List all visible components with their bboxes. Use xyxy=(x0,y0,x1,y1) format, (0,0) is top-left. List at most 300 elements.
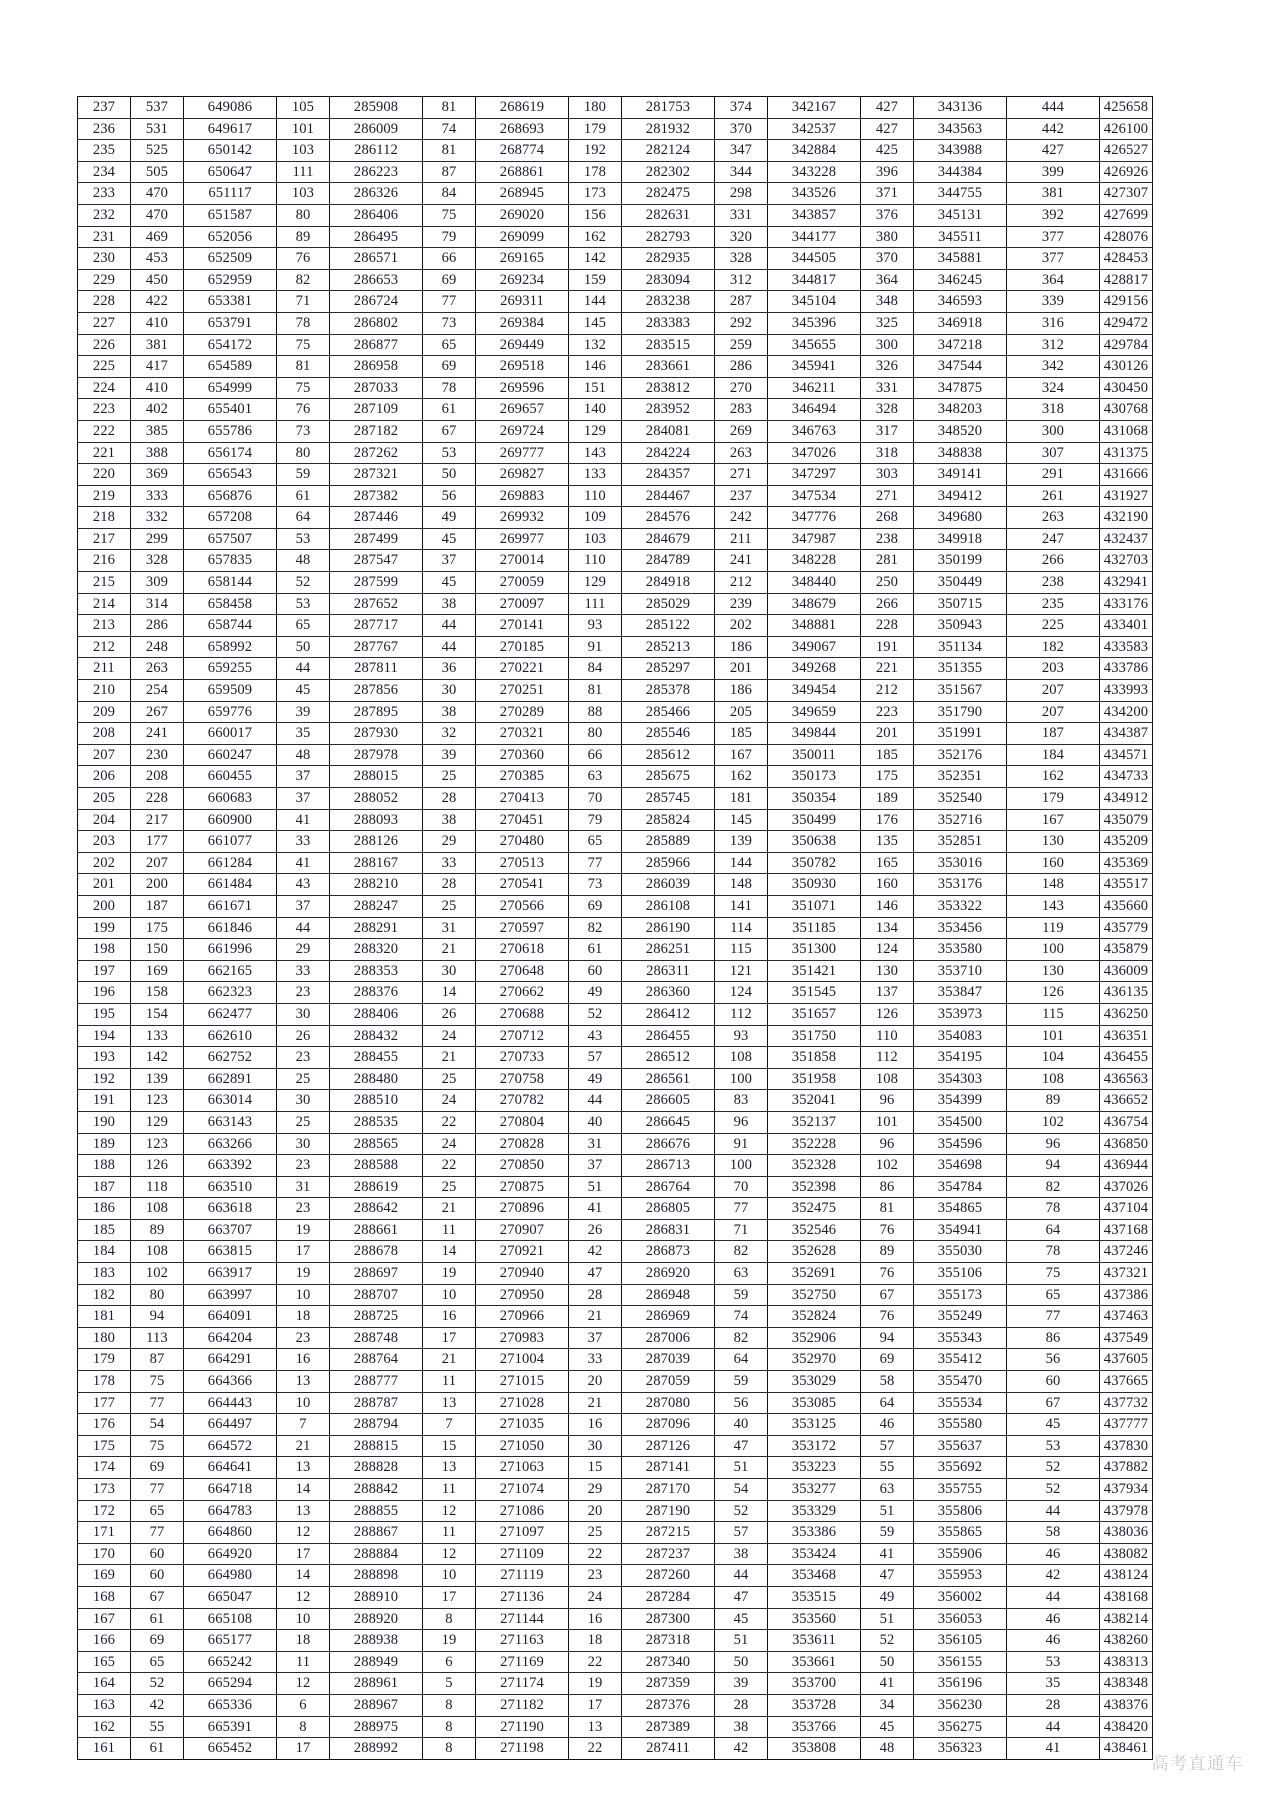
table-cell: 353808 xyxy=(768,1738,861,1760)
table-cell: 52 xyxy=(131,1673,184,1695)
table-cell: 69 xyxy=(131,1457,184,1479)
table-cell: 207 xyxy=(78,744,131,766)
table-row xyxy=(78,183,1153,205)
table-cell: 282935 xyxy=(622,248,715,270)
table-cell: 123 xyxy=(131,1133,184,1155)
table-row xyxy=(78,334,1153,356)
table-cell: 345511 xyxy=(914,226,1007,248)
table-cell: 347987 xyxy=(768,528,861,550)
table-cell: 46 xyxy=(1007,1608,1100,1630)
table-cell: 26 xyxy=(569,1219,622,1241)
table-cell: 351185 xyxy=(768,917,861,939)
table-cell: 129 xyxy=(569,420,622,442)
table-cell: 344 xyxy=(715,161,768,183)
table-cell: 178 xyxy=(78,1371,131,1393)
table-cell: 182 xyxy=(78,1284,131,1306)
table-cell: 238 xyxy=(1007,572,1100,594)
table-cell: 199 xyxy=(78,917,131,939)
table-cell: 355412 xyxy=(914,1349,1007,1371)
table-cell: 437777 xyxy=(1100,1414,1153,1436)
table-cell: 352540 xyxy=(914,788,1007,810)
table-cell: 30 xyxy=(423,960,476,982)
table-cell: 285213 xyxy=(622,636,715,658)
table-cell: 130 xyxy=(1007,831,1100,853)
table-cell: 17 xyxy=(569,1694,622,1716)
table-cell: 37 xyxy=(423,550,476,572)
table-cell: 432941 xyxy=(1100,572,1153,594)
table-cell: 10 xyxy=(277,1608,330,1630)
table-cell: 326 xyxy=(861,356,914,378)
table-cell: 55 xyxy=(131,1716,184,1738)
table-cell: 659255 xyxy=(184,658,277,680)
table-cell: 17 xyxy=(423,1327,476,1349)
table-cell: 270648 xyxy=(476,960,569,982)
table-cell: 349844 xyxy=(768,723,861,745)
table-cell: 355806 xyxy=(914,1500,1007,1522)
table-cell: 351991 xyxy=(914,723,1007,745)
table-cell: 351858 xyxy=(768,1047,861,1069)
table-cell: 254 xyxy=(131,680,184,702)
table-cell: 64 xyxy=(277,507,330,529)
table-cell: 211 xyxy=(78,658,131,680)
table-cell: 287237 xyxy=(622,1543,715,1565)
table-cell: 47 xyxy=(715,1586,768,1608)
table-cell: 73 xyxy=(423,312,476,334)
table-cell: 82 xyxy=(715,1241,768,1263)
table-cell: 355637 xyxy=(914,1435,1007,1457)
table-cell: 7 xyxy=(423,1414,476,1436)
table-cell: 224 xyxy=(78,377,131,399)
table-cell: 312 xyxy=(1007,334,1100,356)
table-cell: 108 xyxy=(861,1068,914,1090)
table-cell: 269518 xyxy=(476,356,569,378)
table-cell: 119 xyxy=(1007,917,1100,939)
table-cell: 356196 xyxy=(914,1673,1007,1695)
table-cell: 41 xyxy=(1007,1738,1100,1760)
table-cell: 662610 xyxy=(184,1025,277,1047)
table-cell: 267 xyxy=(131,701,184,723)
table-cell: 189 xyxy=(78,1133,131,1155)
table-cell: 286920 xyxy=(622,1263,715,1285)
table-cell: 47 xyxy=(569,1263,622,1285)
table-cell: 377 xyxy=(1007,226,1100,248)
table-cell: 286412 xyxy=(622,1003,715,1025)
table-cell: 270221 xyxy=(476,658,569,680)
table-cell: 145 xyxy=(569,312,622,334)
table-cell: 203 xyxy=(78,831,131,853)
table-cell: 343228 xyxy=(768,161,861,183)
table-row xyxy=(78,960,1153,982)
table-cell: 167 xyxy=(78,1608,131,1630)
table-cell: 286877 xyxy=(330,334,423,356)
table-cell: 45 xyxy=(423,572,476,594)
table-cell: 288455 xyxy=(330,1047,423,1069)
table-cell: 263 xyxy=(715,442,768,464)
table-cell: 665294 xyxy=(184,1673,277,1695)
table-cell: 283952 xyxy=(622,399,715,421)
table-cell: 662752 xyxy=(184,1047,277,1069)
table-cell: 21 xyxy=(423,939,476,961)
table-cell: 299 xyxy=(131,528,184,550)
table-cell: 282302 xyxy=(622,161,715,183)
table-cell: 228 xyxy=(861,615,914,637)
table-cell: 350638 xyxy=(768,831,861,853)
table-cell: 124 xyxy=(715,982,768,1004)
table-cell: 91 xyxy=(715,1133,768,1155)
table-cell: 649086 xyxy=(184,97,277,119)
table-cell: 300 xyxy=(1007,420,1100,442)
table-cell: 437026 xyxy=(1100,1176,1153,1198)
table-cell: 342884 xyxy=(768,140,861,162)
table-cell: 129 xyxy=(569,572,622,594)
table-cell: 25 xyxy=(423,895,476,917)
table-cell: 130 xyxy=(1007,960,1100,982)
table-cell: 270940 xyxy=(476,1263,569,1285)
table-cell: 353611 xyxy=(768,1630,861,1652)
table-cell: 186 xyxy=(715,636,768,658)
table-cell: 233 xyxy=(78,183,131,205)
table-cell: 283094 xyxy=(622,269,715,291)
table-cell: 430126 xyxy=(1100,356,1153,378)
table-cell: 148 xyxy=(1007,874,1100,896)
table-cell: 187 xyxy=(1007,723,1100,745)
table-row xyxy=(78,788,1153,810)
table-cell: 19 xyxy=(423,1630,476,1652)
table-cell: 162 xyxy=(715,766,768,788)
table-cell: 437882 xyxy=(1100,1457,1153,1479)
table-cell: 18 xyxy=(277,1306,330,1328)
table-cell: 350930 xyxy=(768,874,861,896)
table-cell: 29 xyxy=(569,1479,622,1501)
table-cell: 44 xyxy=(1007,1500,1100,1522)
table-cell: 287547 xyxy=(330,550,423,572)
table-cell: 270185 xyxy=(476,636,569,658)
table-cell: 271163 xyxy=(476,1630,569,1652)
table-cell: 435660 xyxy=(1100,895,1153,917)
table-cell: 287389 xyxy=(622,1716,715,1738)
table-cell: 436754 xyxy=(1100,1111,1153,1133)
table-cell: 64 xyxy=(1007,1219,1100,1241)
table-cell: 130 xyxy=(861,960,914,982)
table-cell: 146 xyxy=(861,895,914,917)
table-cell: 282475 xyxy=(622,183,715,205)
table-cell: 349680 xyxy=(914,507,1007,529)
table-cell: 351545 xyxy=(768,982,861,1004)
table-cell: 45 xyxy=(715,1608,768,1630)
table-cell: 531 xyxy=(131,118,184,140)
table-cell: 286512 xyxy=(622,1047,715,1069)
table-cell: 352137 xyxy=(768,1111,861,1133)
table-cell: 269657 xyxy=(476,399,569,421)
table-cell: 664641 xyxy=(184,1457,277,1479)
table-cell: 217 xyxy=(78,528,131,550)
table-cell: 228 xyxy=(78,291,131,313)
table-cell: 380 xyxy=(861,226,914,248)
table-cell: 288992 xyxy=(330,1738,423,1760)
table-cell: 126 xyxy=(1007,982,1100,1004)
table-cell: 270828 xyxy=(476,1133,569,1155)
table-cell: 436563 xyxy=(1100,1068,1153,1090)
table-cell: 288842 xyxy=(330,1479,423,1501)
table-row xyxy=(78,1306,1153,1328)
table-row xyxy=(78,615,1153,637)
table-cell: 285029 xyxy=(622,593,715,615)
table-cell: 32 xyxy=(423,723,476,745)
table-cell: 8 xyxy=(277,1716,330,1738)
table-cell: 287359 xyxy=(622,1673,715,1695)
table-cell: 287170 xyxy=(622,1479,715,1501)
table-cell: 96 xyxy=(861,1133,914,1155)
table-cell: 17 xyxy=(277,1738,330,1760)
table-cell: 270566 xyxy=(476,895,569,917)
table-cell: 220 xyxy=(78,464,131,486)
table-cell: 288320 xyxy=(330,939,423,961)
table-cell: 286873 xyxy=(622,1241,715,1263)
table-cell: 270907 xyxy=(476,1219,569,1241)
table-cell: 63 xyxy=(861,1479,914,1501)
table-cell: 171 xyxy=(78,1522,131,1544)
table-cell: 356002 xyxy=(914,1586,1007,1608)
table-cell: 65 xyxy=(131,1651,184,1673)
table-cell: 126 xyxy=(131,1155,184,1177)
table-cell: 270451 xyxy=(476,809,569,831)
table-cell: 286455 xyxy=(622,1025,715,1047)
table-cell: 50 xyxy=(715,1651,768,1673)
table-cell: 343857 xyxy=(768,204,861,226)
table-cell: 436944 xyxy=(1100,1155,1153,1177)
table-cell: 5 xyxy=(423,1673,476,1695)
table-cell: 26 xyxy=(277,1025,330,1047)
table-cell: 438376 xyxy=(1100,1694,1153,1716)
table-cell: 160 xyxy=(1007,852,1100,874)
table-cell: 16 xyxy=(569,1608,622,1630)
table-cell: 14 xyxy=(277,1565,330,1587)
table-cell: 23 xyxy=(277,982,330,1004)
table-cell: 347 xyxy=(715,140,768,162)
table-row xyxy=(78,1349,1153,1371)
table-cell: 59 xyxy=(715,1371,768,1393)
table-cell: 345131 xyxy=(914,204,1007,226)
table-cell: 93 xyxy=(715,1025,768,1047)
table-cell: 287340 xyxy=(622,1651,715,1673)
table-cell: 287096 xyxy=(622,1414,715,1436)
table-cell: 58 xyxy=(861,1371,914,1393)
table-cell: 269977 xyxy=(476,528,569,550)
table-row xyxy=(78,1608,1153,1630)
table-cell: 352228 xyxy=(768,1133,861,1155)
table-cell: 66 xyxy=(569,744,622,766)
table-cell: 175 xyxy=(78,1435,131,1457)
table-cell: 652509 xyxy=(184,248,277,270)
table-cell: 437246 xyxy=(1100,1241,1153,1263)
table-cell: 287126 xyxy=(622,1435,715,1457)
table-cell: 44 xyxy=(277,917,330,939)
table-cell: 57 xyxy=(569,1047,622,1069)
table-cell: 250 xyxy=(861,572,914,594)
table-cell: 259 xyxy=(715,334,768,356)
table-row xyxy=(78,1522,1153,1544)
table-cell: 78 xyxy=(1007,1241,1100,1263)
table-cell: 286764 xyxy=(622,1176,715,1198)
table-cell: 186 xyxy=(715,680,768,702)
table-cell: 269234 xyxy=(476,269,569,291)
table-cell: 223 xyxy=(78,399,131,421)
table-cell: 318 xyxy=(1007,399,1100,421)
table-cell: 392 xyxy=(1007,204,1100,226)
table-cell: 286805 xyxy=(622,1198,715,1220)
table-cell: 271 xyxy=(715,464,768,486)
table-cell: 21 xyxy=(423,1047,476,1069)
table-cell: 146 xyxy=(569,356,622,378)
table-cell: 342 xyxy=(1007,356,1100,378)
table-cell: 351421 xyxy=(768,960,861,982)
table-cell: 268945 xyxy=(476,183,569,205)
table-cell: 431068 xyxy=(1100,420,1153,442)
table-cell: 162 xyxy=(78,1716,131,1738)
table-cell: 113 xyxy=(131,1327,184,1349)
table-cell: 237 xyxy=(715,485,768,507)
table-cell: 287411 xyxy=(622,1738,715,1760)
table-cell: 469 xyxy=(131,226,184,248)
table-cell: 436455 xyxy=(1100,1047,1153,1069)
table-cell: 438168 xyxy=(1100,1586,1153,1608)
table-cell: 435369 xyxy=(1100,852,1153,874)
table-cell: 288920 xyxy=(330,1608,423,1630)
table-cell: 288777 xyxy=(330,1371,423,1393)
table-cell: 53 xyxy=(423,442,476,464)
table-cell: 652056 xyxy=(184,226,277,248)
table-cell: 453 xyxy=(131,248,184,270)
table-cell: 426100 xyxy=(1100,118,1153,140)
table-cell: 101 xyxy=(277,118,330,140)
table-row xyxy=(78,658,1153,680)
table-cell: 353172 xyxy=(768,1435,861,1457)
table-cell: 150 xyxy=(131,939,184,961)
table-cell: 353847 xyxy=(914,982,1007,1004)
table-cell: 115 xyxy=(715,939,768,961)
table-cell: 664783 xyxy=(184,1500,277,1522)
table-cell: 163 xyxy=(78,1694,131,1716)
table-cell: 660455 xyxy=(184,766,277,788)
table-cell: 434912 xyxy=(1100,788,1153,810)
table-cell: 112 xyxy=(715,1003,768,1025)
table-row xyxy=(78,917,1153,939)
table-cell: 159 xyxy=(569,269,622,291)
table-cell: 18 xyxy=(277,1630,330,1652)
table-cell: 269724 xyxy=(476,420,569,442)
table-cell: 284576 xyxy=(622,507,715,529)
table-cell: 353322 xyxy=(914,895,1007,917)
table-cell: 23 xyxy=(569,1565,622,1587)
table-cell: 288406 xyxy=(330,1003,423,1025)
table-cell: 355580 xyxy=(914,1414,1007,1436)
table-cell: 426926 xyxy=(1100,161,1153,183)
table-cell: 86 xyxy=(1007,1327,1100,1349)
table-cell: 65 xyxy=(569,831,622,853)
table-cell: 286360 xyxy=(622,982,715,1004)
table-cell: 281932 xyxy=(622,118,715,140)
table-cell: 81 xyxy=(569,680,622,702)
table-cell: 47 xyxy=(861,1565,914,1587)
table-cell: 656174 xyxy=(184,442,277,464)
table-cell: 355030 xyxy=(914,1241,1007,1263)
table-cell: 661996 xyxy=(184,939,277,961)
table-cell: 347218 xyxy=(914,334,1007,356)
table-cell: 288949 xyxy=(330,1651,423,1673)
table-cell: 11 xyxy=(423,1522,476,1544)
table-cell: 22 xyxy=(569,1543,622,1565)
table-cell: 659509 xyxy=(184,680,277,702)
table-cell: 288510 xyxy=(330,1090,423,1112)
table-cell: 286676 xyxy=(622,1133,715,1155)
table-cell: 77 xyxy=(423,291,476,313)
table-cell: 286571 xyxy=(330,248,423,270)
table-cell: 61 xyxy=(277,485,330,507)
table-row xyxy=(78,895,1153,917)
table-cell: 659776 xyxy=(184,701,277,723)
table-cell: 83 xyxy=(715,1090,768,1112)
table-cell: 352398 xyxy=(768,1176,861,1198)
table-cell: 286251 xyxy=(622,939,715,961)
table-cell: 168 xyxy=(78,1586,131,1608)
table-cell: 331 xyxy=(861,377,914,399)
table-cell: 12 xyxy=(277,1586,330,1608)
table-cell: 179 xyxy=(78,1349,131,1371)
table-row xyxy=(78,226,1153,248)
table-cell: 54 xyxy=(131,1414,184,1436)
table-cell: 665047 xyxy=(184,1586,277,1608)
table-cell: 283812 xyxy=(622,377,715,399)
table-cell: 353661 xyxy=(768,1651,861,1673)
table-cell: 664291 xyxy=(184,1349,277,1371)
table-cell: 343136 xyxy=(914,97,1007,119)
table-cell: 269 xyxy=(715,420,768,442)
table-cell: 354399 xyxy=(914,1090,1007,1112)
table-row xyxy=(78,442,1153,464)
table-cell: 665391 xyxy=(184,1716,277,1738)
table-cell: 665108 xyxy=(184,1608,277,1630)
table-row xyxy=(78,1500,1153,1522)
table-cell: 653381 xyxy=(184,291,277,313)
table-cell: 81 xyxy=(277,356,330,378)
table-cell: 242 xyxy=(715,507,768,529)
table-cell: 292 xyxy=(715,312,768,334)
table-cell: 21 xyxy=(569,1392,622,1414)
table-cell: 21 xyxy=(569,1306,622,1328)
table-cell: 354195 xyxy=(914,1047,1007,1069)
table-cell: 438214 xyxy=(1100,1608,1153,1630)
table-cell: 662323 xyxy=(184,982,277,1004)
table-cell: 348881 xyxy=(768,615,861,637)
table-cell: 286561 xyxy=(622,1068,715,1090)
table-cell: 270597 xyxy=(476,917,569,939)
table-row xyxy=(78,1327,1153,1349)
table-cell: 347534 xyxy=(768,485,861,507)
table-cell: 286112 xyxy=(330,140,423,162)
table-cell: 663014 xyxy=(184,1090,277,1112)
table-cell: 87 xyxy=(131,1349,184,1371)
table-cell: 353277 xyxy=(768,1479,861,1501)
table-cell: 164 xyxy=(78,1673,131,1695)
table-cell: 77 xyxy=(131,1522,184,1544)
table-cell: 235 xyxy=(78,140,131,162)
table-cell: 347297 xyxy=(768,464,861,486)
table-cell: 14 xyxy=(423,1241,476,1263)
table-row xyxy=(78,1025,1153,1047)
table-cell: 40 xyxy=(569,1111,622,1133)
table-row xyxy=(78,399,1153,421)
table-cell: 307 xyxy=(1007,442,1100,464)
